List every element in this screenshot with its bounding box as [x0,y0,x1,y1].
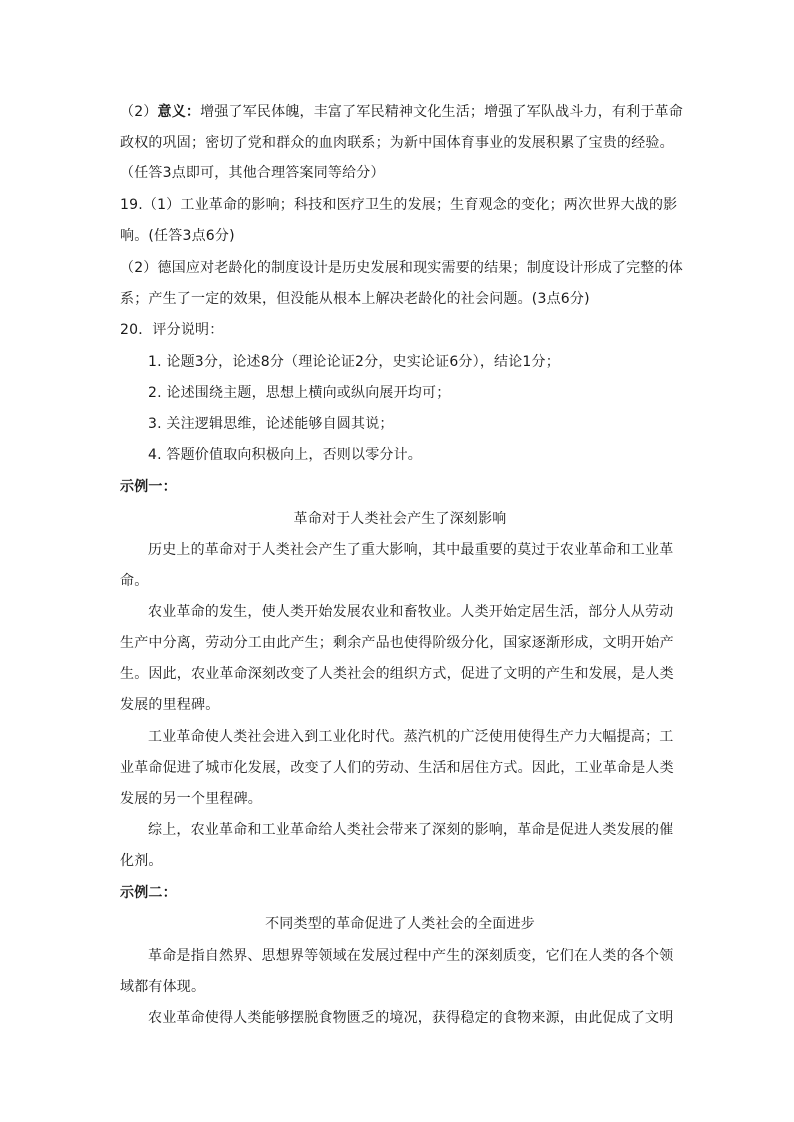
q18-2-prefix: （2） [120,104,158,120]
example1-para: 历史上的革命对于人类社会产生了重大影响，其中最重要的莫过于农业革命和工业革 [148,542,674,558]
q20-item-4: 4. 答题价值取向积极向上，否则以零分计。 [148,447,423,463]
example1-label: 示例一： [120,479,177,495]
q18-2-line2: 政权的巩固；密切了党和群众的血肉联系；为新中国体育事业的发展积累了宝贵的经验。 [120,135,674,151]
example2-para: 革命是指自然界、思想界等领域在发展过程中产生的深刻质变，它们在人类的各个领 [148,948,674,964]
q20-heading: 20．评分说明： [120,322,224,338]
example2-para: 农业革命使得人类能够摆脱食物匮乏的境况，获得稳定的食物来源，由此促成了文明 [148,1010,674,1026]
example1-title: 革命对于人类社会产生了深刻影响 [293,511,507,527]
q18-2-note: （任答3点即可，其他合理答案同等给分） [120,165,385,181]
q19-line1: 19.（1）工业革命的影响；科技和医疗卫生的发展；生育观念的变化；两次世界大战的影 [120,197,678,213]
q18-2-line1 [120,102,683,122]
example2-para: 域都有体现。 [120,979,206,995]
q20-item-3: 3. 关注逻辑思维，论述能够自圆其说； [148,416,394,432]
example1-para: 业革命促进了城市化发展，改变了人们的劳动、生活和居住方式。因此，工业革命是人类 [120,760,674,776]
example1-para: 生。因此，农业革命深刻改变了人类社会的组织方式，促进了文明的产生和发展，是人类 [120,666,674,682]
q18-2-text1: 增强了军民体魄，丰富了军民精神文化生活；增强了军队战斗力，有利于革命 [200,104,683,120]
q20-item-2: 2. 论述围绕主题，思想上横向或纵向展开均可； [148,385,451,401]
example2-title: 不同类型的革命促进了人类社会的全面进步 [265,916,535,932]
example1-para: 发展的里程碑。 [120,697,220,713]
example1-para: 工业革命使人类社会进入到工业化时代。蒸汽机的广泛使用使得生产力大幅提高；工 [148,729,674,745]
q19-line3: （2）德国应对老龄化的制度设计是历史发展和现实需要的结果；制度设计形成了完整的体 [120,260,683,276]
example1-para: 综上，农业革命和工业革命给人类社会带来了深刻的影响，革命是促进人类发展的催 [148,822,674,838]
example2-label: 示例二： [120,885,177,901]
q19-line2: 响。(任答3点6分) [120,228,235,244]
example1-para: 发展的另一个里程碑。 [120,791,262,807]
example1-para: 命。 [120,573,149,589]
example1-para: 化剂。 [120,853,163,869]
example1-para: 生产中分离，劳动分工由此产生；剩余产品也使得阶级分化，国家逐渐形成，文明开始产 [120,635,674,651]
q19-line4: 系；产生了一定的效果，但没能从根本上解决老龄化的社会问题。(3点6分) [120,291,590,307]
q18-2-label: 意义： [157,104,201,120]
q20-item-1: 1. 论题3分，论述8分（理论论证2分，史实论证6分），结论1分； [148,354,560,370]
example1-para: 农业革命的发生，使人类开始发展农业和畜牧业。人类开始定居生活，部分人从劳动 [148,604,674,620]
